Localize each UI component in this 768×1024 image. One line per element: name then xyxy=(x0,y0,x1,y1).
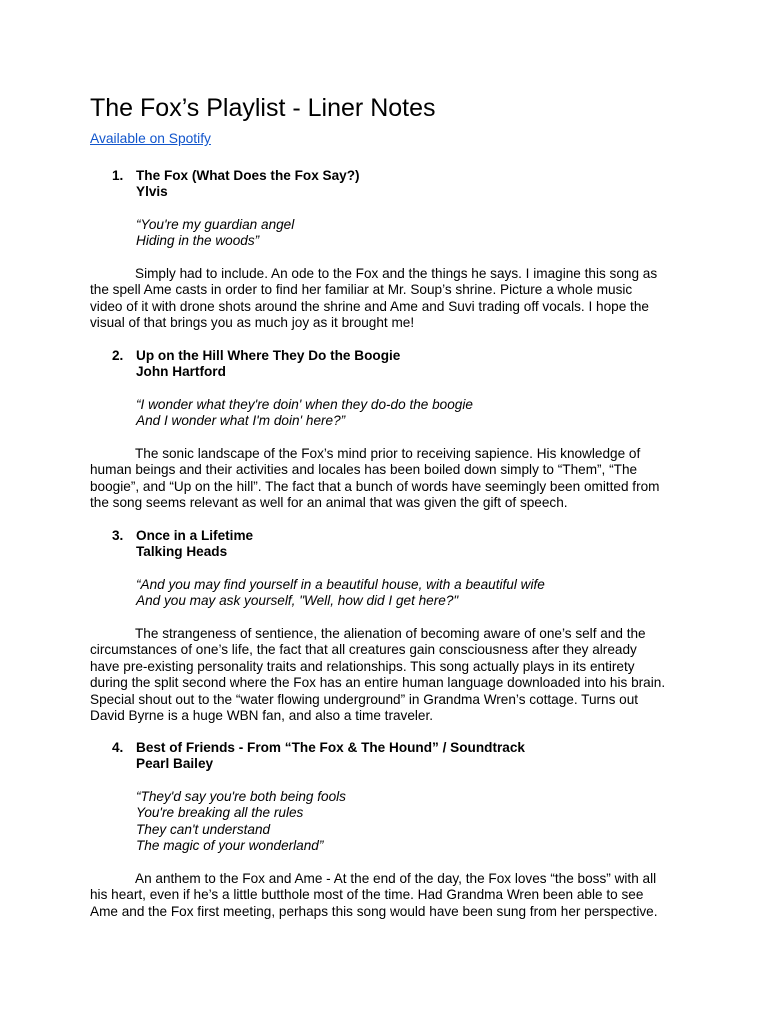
lyric-line: The magic of your wonderland” xyxy=(136,838,324,854)
notes-line: the spell Ame casts in order to find her familiar at Mr. Soup’s shrine. Picture a whole music xyxy=(90,282,633,298)
notes-line: boogie”, and “Up on the hill”. The fact that a bunch of words have seemingly been omitted from xyxy=(90,478,660,494)
notes-line: David Byrne is a huge WBN fan, and also a time traveler. xyxy=(90,708,434,724)
track-title: Best of Friends - From “The Fox & The Hound” / Soundtrack xyxy=(136,740,525,755)
lyric-line: They can't understand xyxy=(136,821,271,837)
notes-line: the song seems relevant as well for an animal that was given the gift of speech. xyxy=(90,495,568,511)
notes-line: circumstances of one’s life, the fact that all creatures gain consciousness after they already xyxy=(90,642,637,658)
lyric-line: “You're my guardian angel xyxy=(136,217,295,232)
track-notes xyxy=(90,266,680,332)
track-notes xyxy=(90,626,680,724)
lyric-line: “And you may find yourself in a beautiful house, with a beautiful wife xyxy=(136,577,545,592)
lyric-line: And I wonder what I'm doin' here?” xyxy=(136,413,346,429)
document-title: The Fox’s Playlist - Liner Notes xyxy=(90,94,436,122)
notes-line: human beings and their activities and locales has been boiled down simply to “Them”, “The xyxy=(90,462,638,478)
notes-line: his heart, even if he’s a little butthole most of the time. Had Grandma Wren been able to see xyxy=(90,887,644,903)
notes-line: The strangeness of sentience, the alienation of becoming aware of one’s self and the xyxy=(135,626,646,641)
notes-line: have pre-existing personality traits and relationships. This song actually plays in its entirety xyxy=(90,658,635,674)
track-notes xyxy=(90,446,680,512)
track-lyrics xyxy=(136,217,294,250)
track-artist: Pearl Bailey xyxy=(136,756,214,772)
notes-line: Special shout out to the “water flowing underground” in Grandma Wren’s cottage. Turns out xyxy=(90,691,639,707)
track-artist: Talking Heads xyxy=(136,544,228,560)
lyric-line: And you may ask yourself, "Well, how did I get here?" xyxy=(136,593,459,609)
lyric-line: “I wonder what they're doin' when they do-do the boogie xyxy=(136,397,473,412)
notes-line: visual of that brings you as much joy as it brought me! xyxy=(90,315,415,331)
track-number: 2. xyxy=(112,348,124,363)
track-lyrics xyxy=(136,789,346,855)
track-number: 4. xyxy=(112,740,124,755)
track-lyrics xyxy=(136,577,545,610)
notes-line: Simply had to include. An ode to the Fox and the things he says. I imagine this song as xyxy=(135,266,658,281)
lyric-line: “They'd say you're both being fools xyxy=(136,789,346,804)
track-lyrics xyxy=(136,397,473,430)
track-title: Up on the Hill Where They Do the Boogie xyxy=(136,348,401,363)
track-title: The Fox (What Does the Fox Say?) xyxy=(136,168,360,183)
lyric-line: Hiding in the woods” xyxy=(136,233,260,249)
notes-line: The sonic landscape of the Fox’s mind prior to receiving sapience. His knowledge of xyxy=(135,446,641,461)
track-title: Once in a Lifetime xyxy=(136,528,254,543)
track-number: 1. xyxy=(112,168,124,183)
spotify-link[interactable]: Available on Spotify xyxy=(90,131,211,146)
notes-line: video of it with drone shots around the shrine and Ame and Suvi trading off vocals. I hope the xyxy=(90,298,649,314)
track-artist: John Hartford xyxy=(136,364,226,380)
track-number: 3. xyxy=(112,528,124,543)
notes-line: An anthem to the Fox and Ame - At the end of the day, the Fox loves “the boss” with all xyxy=(135,871,657,886)
track-notes xyxy=(90,871,680,920)
notes-line: Ame and the Fox first meeting, perhaps this song would have been sung from her perspective. xyxy=(90,903,658,919)
track-artist: Ylvis xyxy=(136,184,168,200)
lyric-line: You're breaking all the rules xyxy=(136,805,304,821)
notes-line: during the split second where the Fox has an entire human language downloaded into his brain. xyxy=(90,675,666,691)
